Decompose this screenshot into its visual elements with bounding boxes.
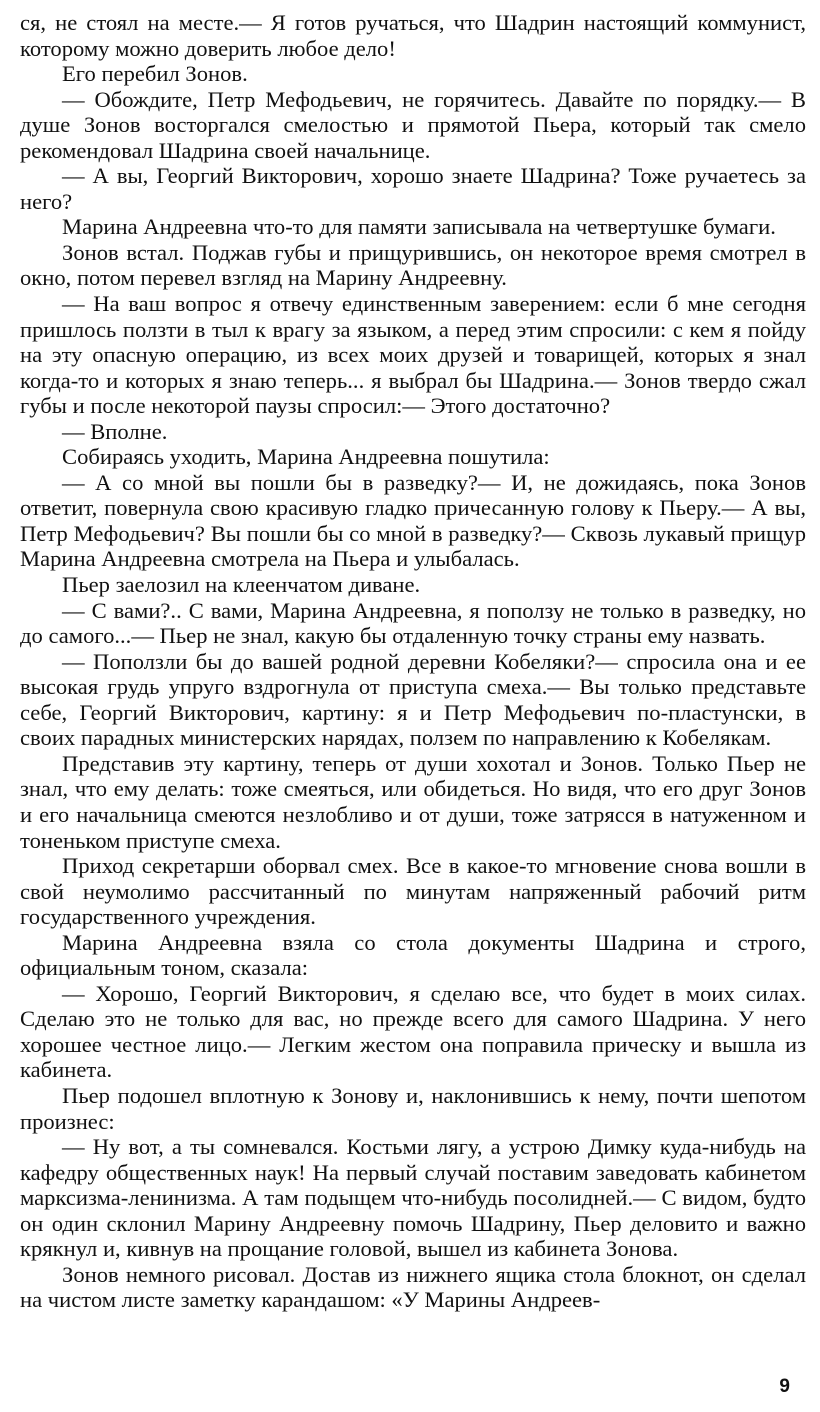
paragraph-1: ся, не стоял на месте.— Я готов ручаться, что Шадрин настоящий коммунист, которому можно доверить любое дело! bbox=[20, 10, 806, 61]
paragraph-17: — Хорошо, Георгий Викторович, я сделаю все, что будет в моих силах. Сделаю это не только для вас, но прежде всего для самого Шадрина. У него хорошее честное лицо.— Легким жестом она поправила прическу и вышла из кабинета. bbox=[20, 980, 806, 1083]
paragraph-10: — А со мной вы пошли бы в разведку?— И, не дожидаясь, пока Зонов ответит, повернула свою красивую гладко причесанную голову к Пьеру.— А вы, Петр Мефодьевич? Вы пошли бы со мной в разведку?— Сквозь лукавый прищур Марина Андреевна смотрела на Пьера и улыбалась. bbox=[20, 469, 806, 572]
paragraph-15: Приход секретарши оборвал смех. Все в какое-то мгновение снова вошли в свой неумолимо рассчитанный по минутам напряженный рабочий ритм государственного учреждения. bbox=[20, 853, 806, 930]
paragraph-5: Марина Андреевна что-то для памяти записывала на четвертушке бумаги. bbox=[62, 214, 776, 240]
paragraph-8: — Вполне. bbox=[62, 418, 168, 444]
paragraph-7: — На ваш вопрос я отвечу единственным заверением: если б мне сегодня пришлось ползти в тыл к врагу за языком, а перед этим спросили: с кем я пойду на эту опасную операцию, из всех моих друзей и товарищей, которых я знал когда-то и которых я знаю теперь... я выбрал бы Шадрина.— Зонов твердо сжал губы и после некоторой паузы спросил:— Этого достаточно? bbox=[20, 291, 806, 419]
paragraph-13: — Поползли бы до вашей родной деревни Кобеляки?— спросила она и ее высокая грудь упруго вздрогнула от приступа смеха.— Вы только представьте себе, Георгий Викторович, картину: я и Петр Мефодьевич по-пластунски, в своих парадных министерских нарядах, ползем по направлению к Кобелякам. bbox=[20, 648, 806, 751]
paragraph-2: Его перебил Зонов. bbox=[62, 61, 248, 87]
paragraph-14: Представив эту картину, теперь от души хохотал и Зонов. Только Пьер не знал, что ему делать: тоже смеяться, или обидеться. Но видя, что его друг Зонов и его начальница смеются незлобливо и от души, тоже затрясся в натуженном и тоненьком приступе смеха. bbox=[20, 750, 806, 853]
paragraph-6: Зонов встал. Поджав губы и прищурившись, он некоторое время смотрел в окно, потом перевел взгляд на Марину Андреевну. bbox=[20, 239, 806, 291]
body-text bbox=[20, 10, 806, 1313]
paragraph-12: — С вами?.. С вами, Марина Андреевна, я поползу не только в разведку, но до самого...— Пьер не знал, какую бы отдаленную точку страны ему назвать. bbox=[20, 597, 806, 649]
page-number: 9 bbox=[779, 1376, 790, 1397]
paragraph-16: Марина Андреевна взяла со стола документы Шадрина и строго, официальным тоном, сказала: bbox=[20, 929, 806, 981]
paragraph-9: Собираясь уходить, Марина Андреевна пошутила: bbox=[62, 444, 550, 470]
paragraph-3: — Обождите, Петр Мефодьевич, не горячитесь. Давайте по порядку.— В душе Зонов восторгался смелостью и прямотой Пьера, который так смело рекомендовал Шадрина своей начальнице. bbox=[20, 86, 806, 163]
paragraph-19: — Ну вот, а ты сомневался. Костьми лягу, а устрою Димку куда-нибудь на кафедру общественных наук! На первый случай поставим заведовать кабинетом марксизма-ленинизма. А там подыщем что-нибудь посолидней.— С видом, будто он один склонил Марину Андреевну помочь Шадрину, Пьер деловито и важно крякнул и, кивнув на прощание головой, вышел из кабинета Зонова. bbox=[20, 1134, 806, 1262]
paragraph-18: Пьер подошел вплотную к Зонову и, наклонившись к нему, почти шепотом произнес: bbox=[20, 1082, 806, 1134]
paragraph-20: Зонов немного рисовал. Достав из нижнего ящика стола блокнот, он сделал на чистом листе заметку карандашом: «У Марины Андреев- bbox=[20, 1261, 806, 1313]
paragraph-4: — А вы, Георгий Викторович, хорошо знаете Шадрина? Тоже ручаетесь за него? bbox=[20, 163, 806, 214]
paragraph-11: Пьер заелозил на клеенчатом диване. bbox=[62, 572, 421, 598]
